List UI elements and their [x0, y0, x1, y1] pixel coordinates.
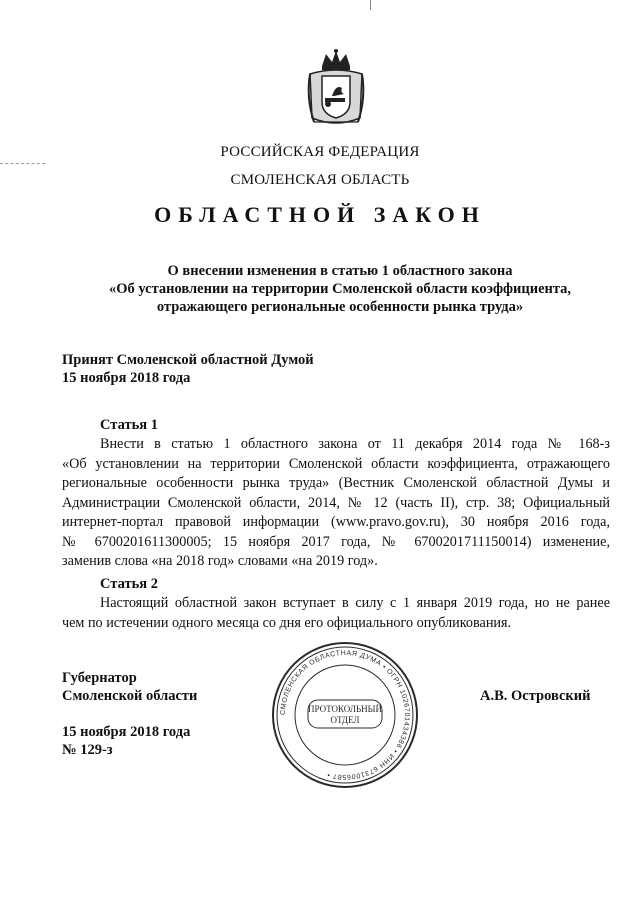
signatory-name: А.В. Островский	[480, 688, 591, 704]
article-2-title: Статья 2	[100, 576, 158, 592]
paragraph-line: Администрации Смоленской области, 2014, № 12 (часть II), стр. 38; Официальный	[62, 494, 610, 511]
scan-mark	[370, 0, 371, 10]
law-number: № 129-з	[62, 742, 113, 758]
subject-line: отражающего региональные особенности рынка труда»	[156, 299, 524, 315]
law-date-number	[62, 723, 190, 759]
law-date: 15 ноября 2018 года	[62, 724, 191, 740]
document-type-title: ОБЛАСТНОЙ ЗАКОН	[154, 202, 486, 227]
official-round-stamp	[270, 640, 420, 790]
paragraph-line: Внести в статью 1 областного закона от 11 декабря 2014 года № 168-з	[100, 436, 610, 452]
region-heading: СМОЛЕНСКАЯ ОБЛАСТЬ	[230, 172, 410, 188]
country-heading: РОССИЙСКАЯ ФЕДЕРАЦИЯ	[220, 144, 420, 160]
subject-line: «Об установлении на территории Смоленской области коэффициента,	[108, 281, 572, 297]
position-line: Губернатор	[62, 670, 137, 686]
paragraph-line: региональные особенности рынка труда» (Вестник Смоленской областной Думы и	[62, 475, 610, 491]
stamp-center-line: ОТДЕЛ	[330, 715, 360, 725]
adopted-by: Принят Смоленской областной Думой	[62, 352, 314, 368]
law-subject	[80, 262, 600, 316]
stamp-center-line: ПРОТОКОЛЬНЫЙ	[308, 704, 382, 714]
article-1-title: Статья 1	[100, 417, 158, 433]
paragraph-line: № 6700201611300005; 15 ноября 2017 года, № 6700201711150014) изменение,	[62, 533, 610, 550]
paragraph-line: чем по истечении одного месяца со дня его официального опубликования.	[62, 614, 512, 631]
adopted-date: 15 ноября 2018 года	[62, 370, 191, 386]
stamp-ring-text: СМОЛЕНСКАЯ ОБЛАСТНАЯ ДУМА • ОГРН 1026701434386 • ИНН 6731006587 •	[279, 649, 411, 781]
adoption-block	[62, 351, 314, 387]
coat-of-arms-emblem	[300, 48, 372, 130]
paragraph-line: «Об установлении на территории Смоленской области коэффициента, отражающего	[62, 455, 610, 472]
paragraph-line: заменив слова «на 2018 год» словами «на 2019 год».	[62, 553, 378, 569]
position-line: Смоленской области	[62, 688, 198, 704]
paragraph-line: Настоящий областной закон вступает в силу с 1 января 2019 года, но не ранее	[100, 595, 610, 611]
signatory-position	[62, 669, 197, 705]
article-2-text	[62, 594, 610, 633]
article-1-text	[62, 435, 610, 572]
paragraph-line: интернет-портал правовой информации (www.pravo.gov.ru), 30 ноября 2016 года,	[62, 514, 610, 530]
scan-margin-mark	[0, 163, 45, 164]
subject-line: О внесении изменения в статью 1 областного закона	[167, 263, 513, 279]
